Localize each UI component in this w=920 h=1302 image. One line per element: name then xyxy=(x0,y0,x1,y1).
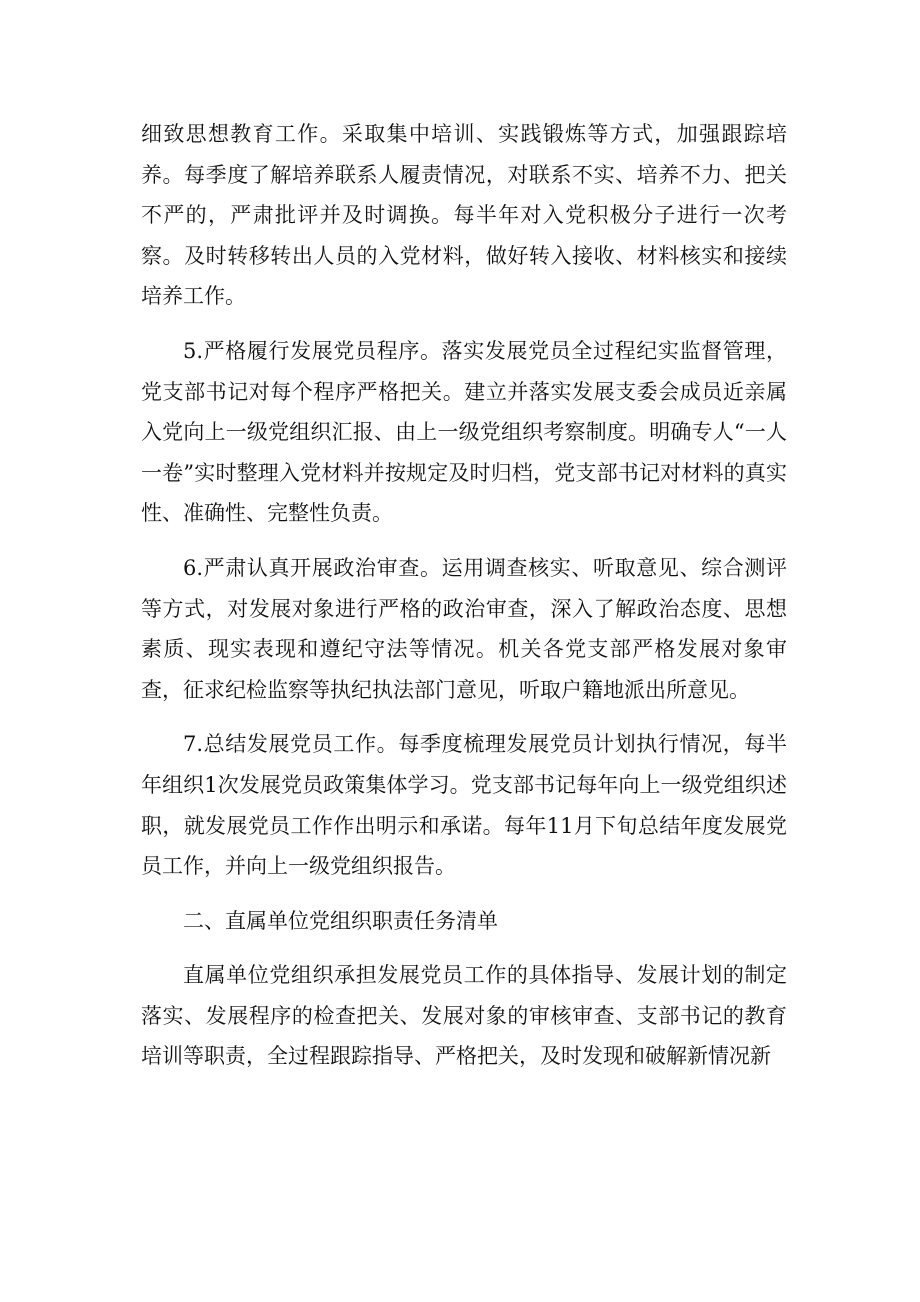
paragraph-gap xyxy=(141,710,787,724)
paragraph-gap xyxy=(141,941,787,955)
paragraph-gap xyxy=(141,534,787,548)
document-body xyxy=(141,114,787,1077)
section-heading: 二、直属单位党组织职责任务清单 xyxy=(183,908,498,933)
paragraph-item-7: 7.总结发展党员工作。每季度梳理发展党员计划执行情况，每半年组织1次发展党员政策集体学习。党支部书记每年向上一级党组织述职，就发展党员工作作出明示和承诺。每年11月下旬总结年度发展党员工作，并向上一级党组织报告。 xyxy=(141,732,787,879)
paragraph-continuation: 细致思想教育工作。采取集中培训、实践锻炼等方式，加强跟踪培养。每季度了解培养联系人履责情况，对联系不实、培养不力、把关不严的，严肃批评并及时调换。每半年对入党积极分子进行一次考察。及时转移转出人员的入党材料，做好转入接收、材料核实和接续培养工作。 xyxy=(141,122,787,309)
paragraph-section-body: 直属单位党组织承担发展党员工作的具体指导、发展计划的制定落实、发展程序的检查把关、发展对象的审核审查、支部书记的教育培训等职责，全过程跟踪指导、严格把关，及时发现和破解新情况新 xyxy=(141,963,787,1069)
paragraph-item-5: 5.严格履行发展党员程序。落实发展党员全过程纪实监督管理，党支部书记对每个程序严格把关。建立并落实发展支委会成员近亲属入党向上一级党组织汇报、由上一级党组织考察制度。明确专人“一人一卷”实时整理入党材料并按规定及时归档，党支部书记对材料的真实性、准确性、完整性负责。 xyxy=(141,338,787,526)
paragraph-item-6: 6.严肃认真开展政治审查。运用调查核实、听取意见、综合测评等方式，对发展对象进行严格的政治审查，深入了解政治态度、思想素质、现实表现和遵纪守法等情况。机关各党支部严格发展对象审查，征求纪检监察等执纪执法部门意见，听取户籍地派出所意见。 xyxy=(141,555,787,702)
paragraph-gap xyxy=(141,317,787,331)
paragraph-gap xyxy=(141,887,787,901)
